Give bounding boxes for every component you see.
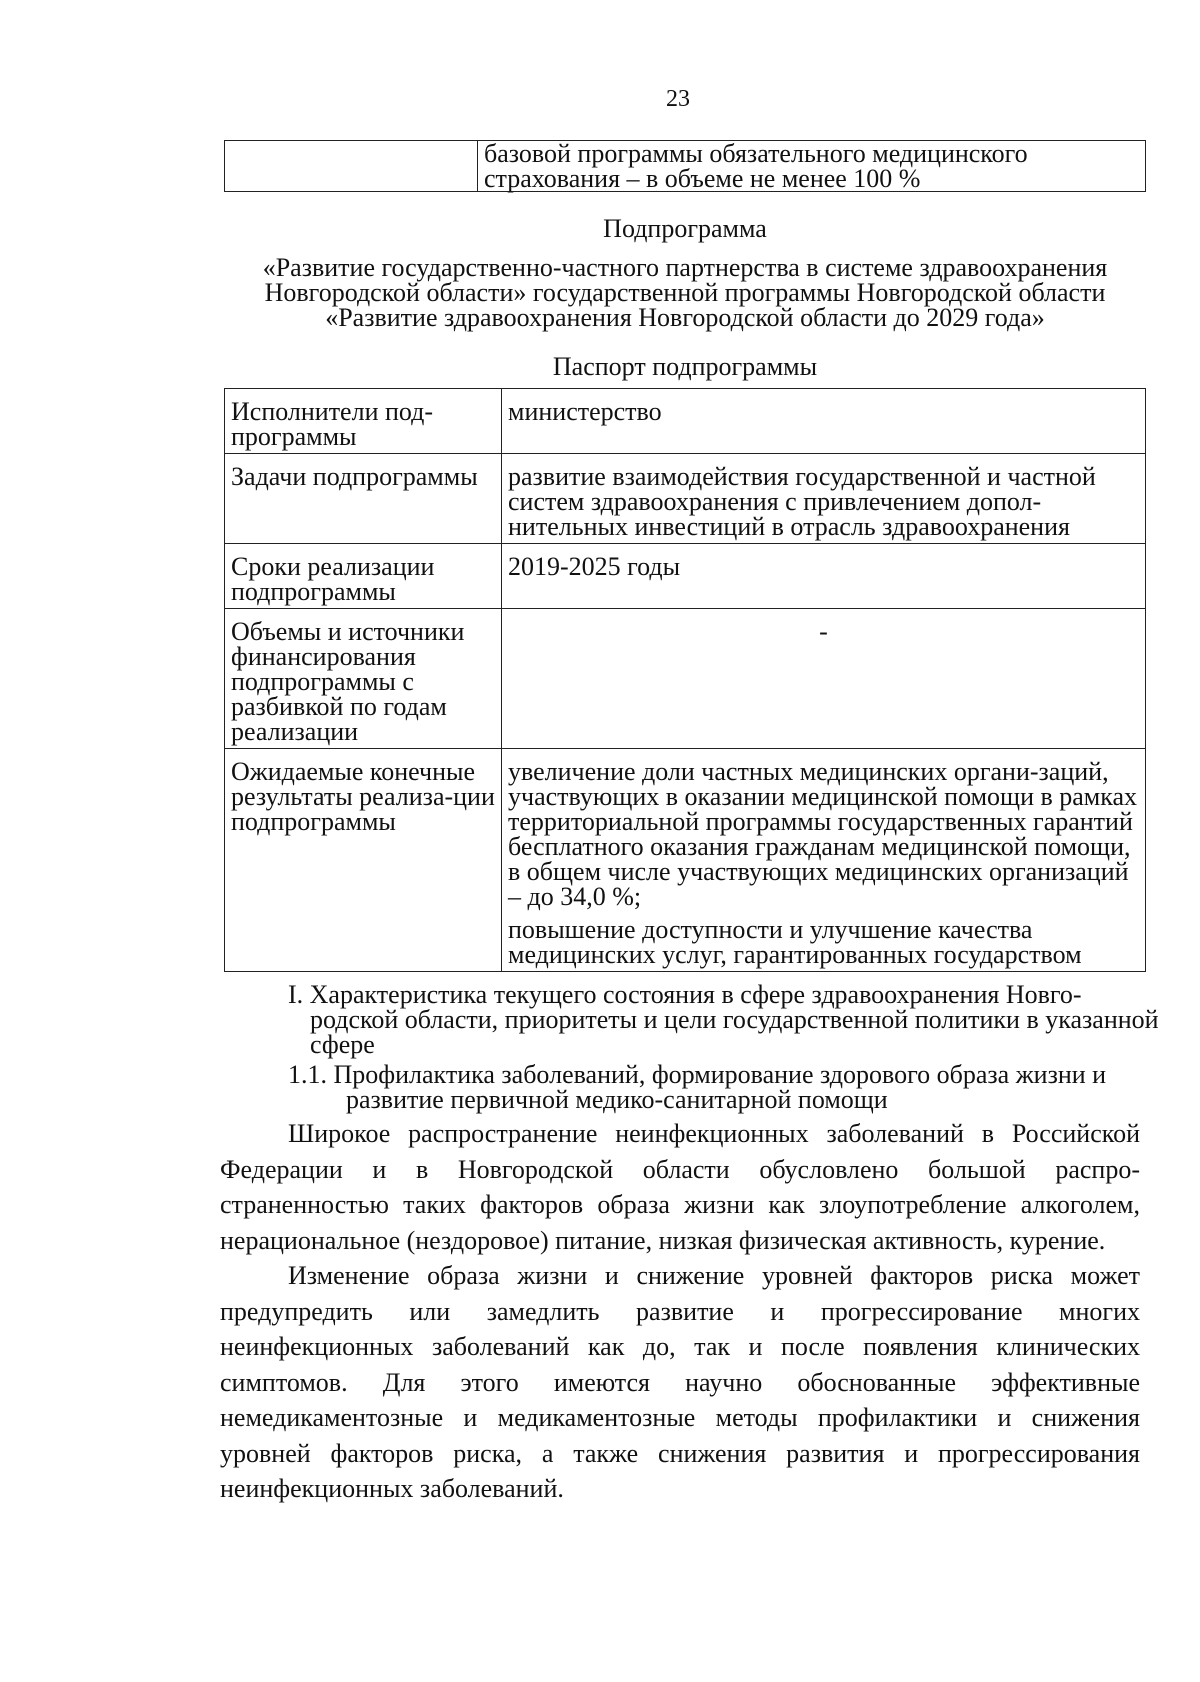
passport-value	[502, 749, 1146, 972]
section-heading: I. Характеристика текущего состояния в сфере здравоохранения Новго-родской области, приоритеты и цели государственной политики в указанной сфере	[288, 980, 1159, 1059]
table-row	[225, 609, 1146, 749]
table-row	[225, 389, 1146, 454]
subsection-heading: 1.1. Профилактика заболеваний, формирование здорового образа жизни и развитие первичной медико-санитарной помощи	[288, 1060, 1107, 1114]
passport-value: 2019-2025 годы	[502, 544, 1146, 609]
passport-value-paragraph: повышение доступности и улучшение качества медицинских услуг, гарантированных государством	[508, 915, 1082, 969]
paragraph: Широкое распространение неинфекционных заболеваний в Российской Федерации и в Новгородской области обусловлено большой распро-страненностью таких факторов образа жизни как злоупотребление алкоголем, нерациональное (нездоровое) питание, низкая физическая активность, курение.	[220, 1119, 1140, 1255]
subprogram-title: «Развитие государственно-частного партнерства в системе здравоохранения Новгородской области» государственной программы Новгородской области «Развитие здравоохранения Новгородской области до 2029 года»	[262, 253, 1108, 332]
table-cell-empty	[225, 141, 478, 192]
subprogram-heading: Подпрограмма	[603, 214, 767, 243]
continuation-table	[224, 140, 1146, 192]
passport-label: Исполнители под-программы	[225, 389, 502, 454]
passport-value: развитие взаимодействия государственной и частной систем здравоохранения с привлечением допол-нительных инвестиций в отрасль здравоохранения	[502, 454, 1146, 544]
table-row	[225, 454, 1146, 544]
passport-value-paragraph: увеличение доли частных медицинских органи-заций, участвующих в оказании медицинской помощи в рамках территориальной программы государственных гарантий бесплатного оказания гражданам медицинской помощи, в общем числе участвующих медицинских организаций – до 34,0 %;	[508, 757, 1138, 911]
table-row	[225, 749, 1146, 972]
passport-heading: Паспорт подпрограммы	[552, 352, 818, 381]
passport-value-dash: -	[819, 617, 828, 646]
passport-value: министерство	[502, 389, 1146, 454]
page-number: 23	[666, 86, 690, 112]
passport-value	[502, 609, 1146, 749]
passport-label: Объемы и источники финансирования подпрограммы с разбивкой по годам реализации	[225, 609, 502, 749]
table-row	[225, 141, 1146, 192]
body-text	[220, 1116, 1140, 1507]
passport-label: Ожидаемые конечные результаты реализа-ции подпрограммы	[225, 749, 502, 972]
table-cell-continuation: базовой программы обязательного медицинского страхования – в объеме не менее 100 %	[478, 141, 1146, 192]
passport-table	[224, 388, 1146, 972]
passport-label: Задачи подпрограммы	[225, 454, 502, 544]
table-row	[225, 544, 1146, 609]
passport-label: Сроки реализации подпрограммы	[225, 544, 502, 609]
paragraph: Изменение образа жизни и снижение уровней факторов риска может предупредить или замедлить развитие и прогрессирование многих неинфекционных заболеваний как до, так и после появления клинических симптомов. Для этого имеются научно обоснованные эффективные немедикаментозные и медикаментозные методы профилактики и снижения уровней факторов риска, а также снижения развития и прогрессирования неинфекционных заболеваний.	[220, 1261, 1140, 1503]
